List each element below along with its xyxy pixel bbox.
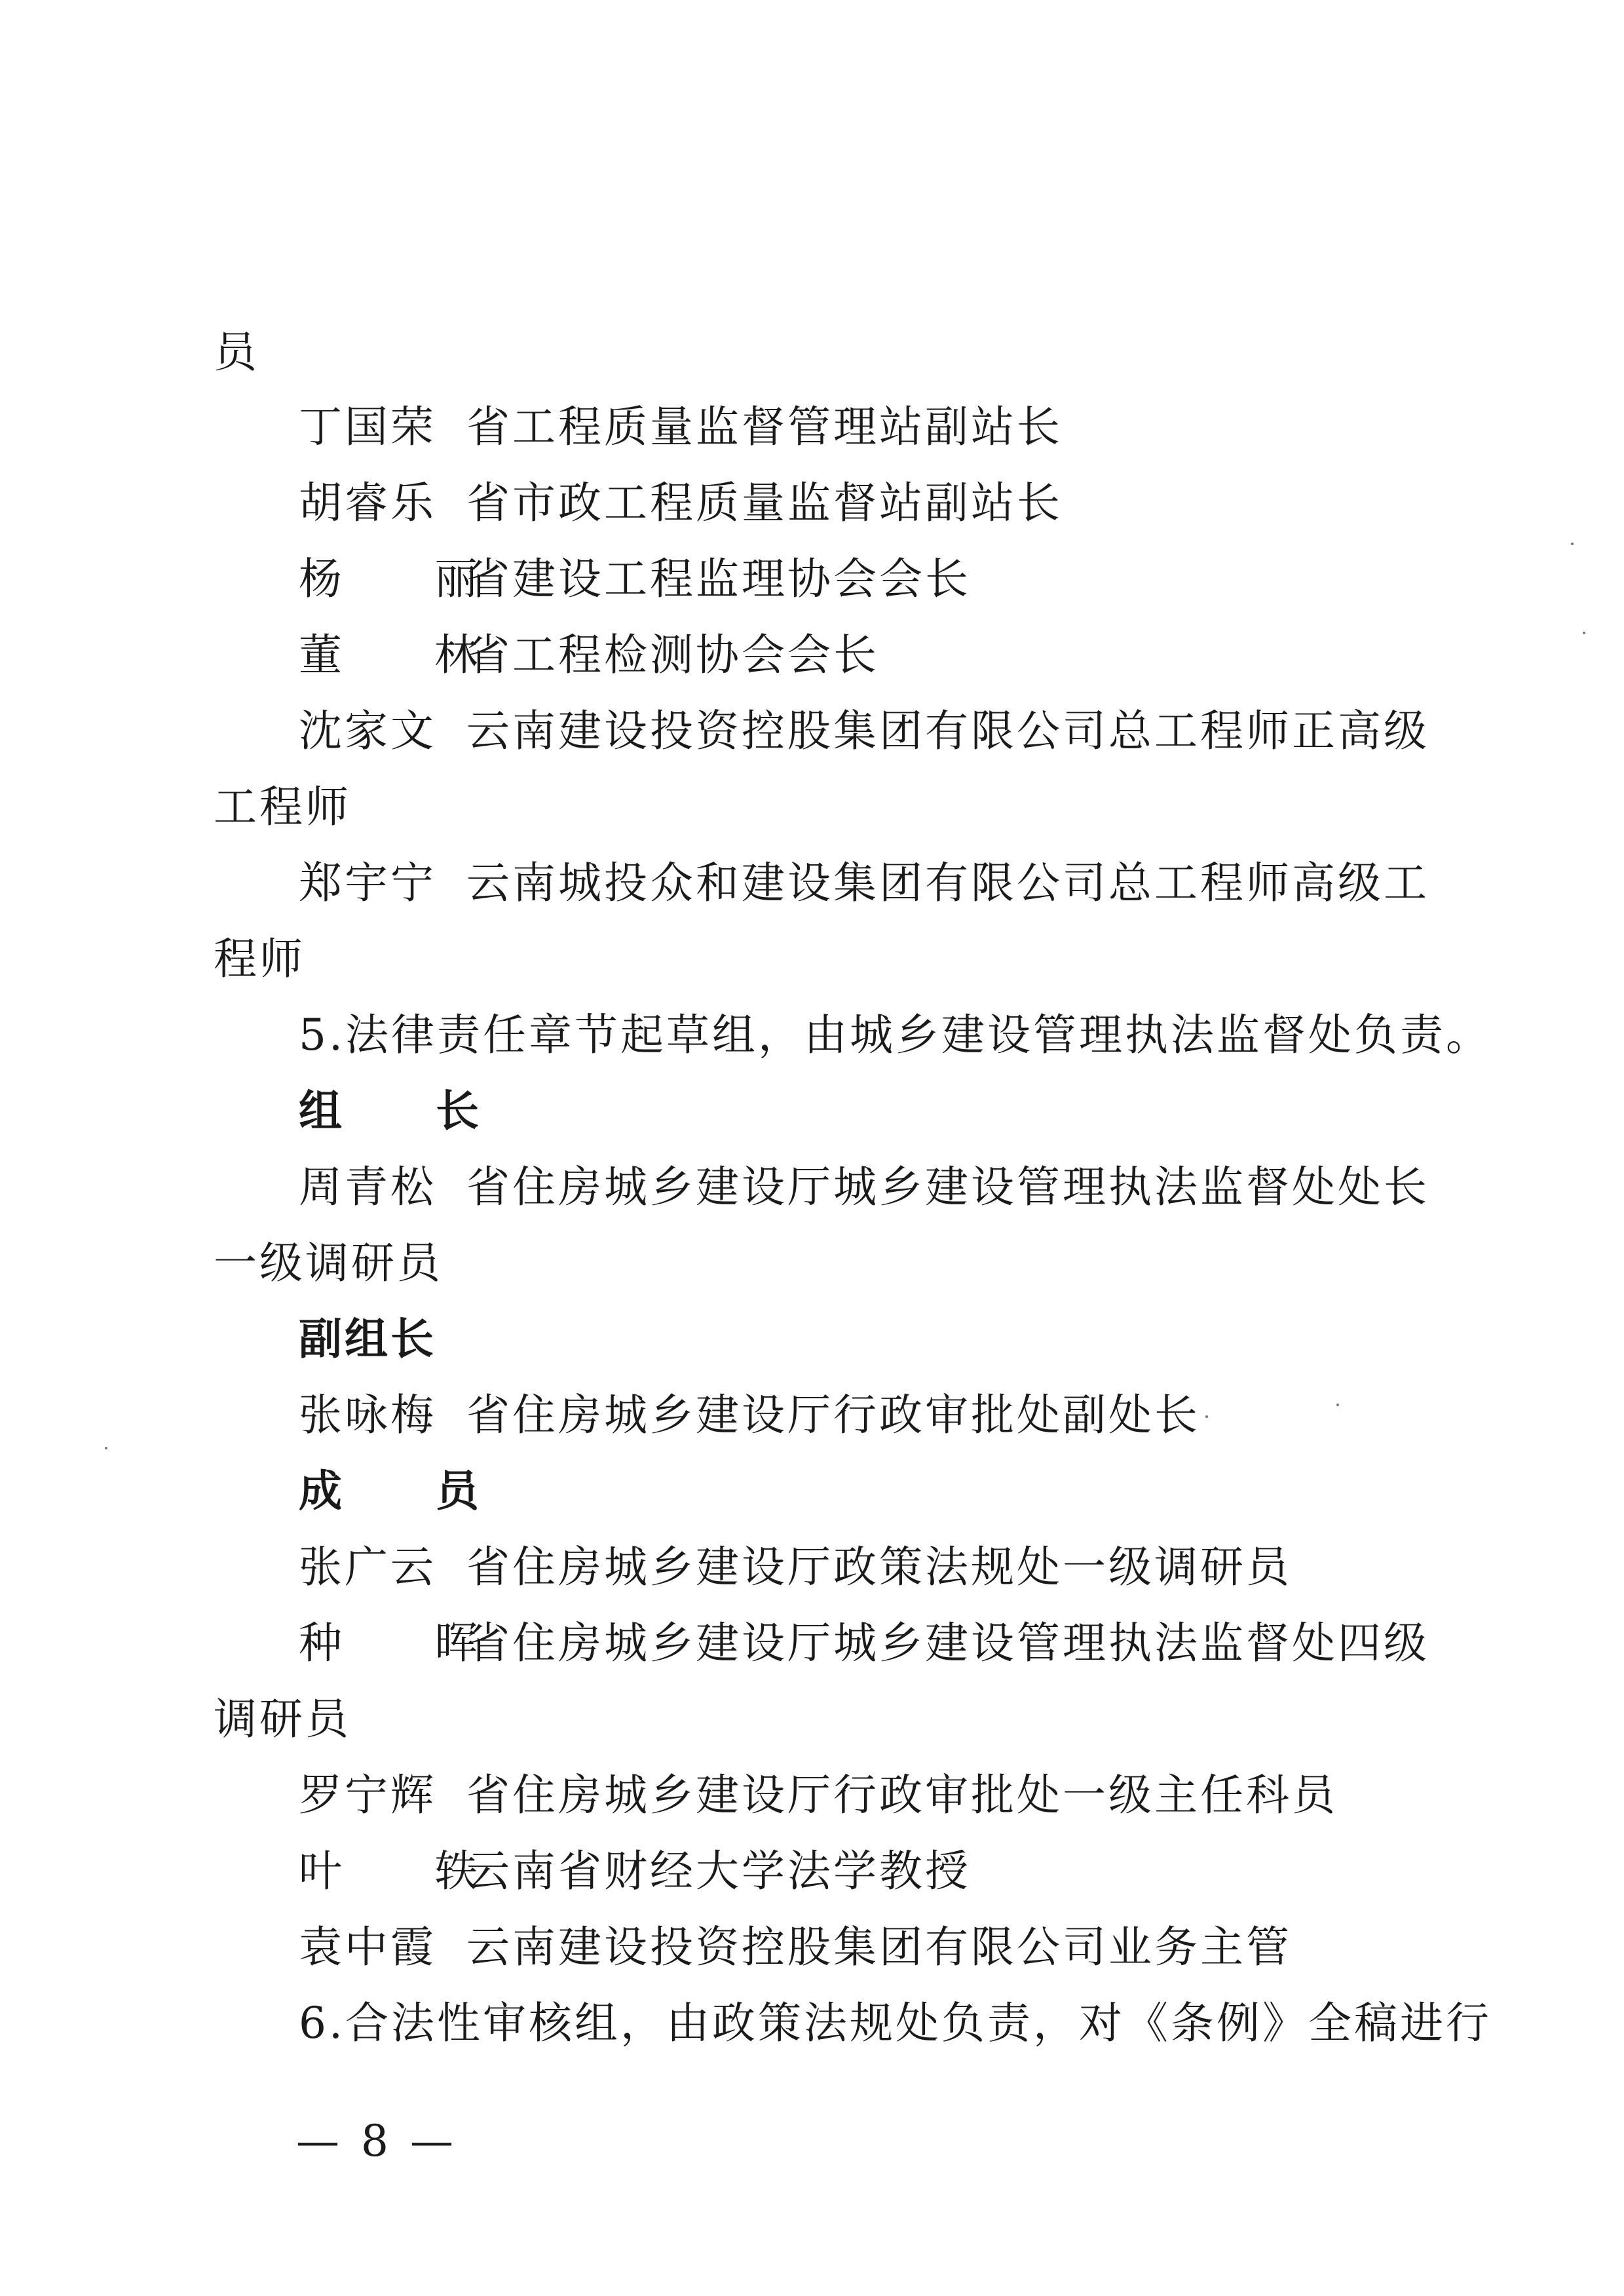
member-name: 袁中霞 [299,1922,436,1972]
member-name: 董 林 [299,630,517,680]
member-entry [299,401,1063,453]
member-name: 丁国荣 [299,402,436,452]
member-entry [299,857,1429,909]
member-name: 叶 轶 [299,1846,517,1896]
member-title: 省住房城乡建设厅行政审批处一级主任科员 [466,1770,1338,1820]
member-title: 省工程检测协会会长 [466,630,879,680]
page-number: — 8 — [296,2116,457,2166]
member-name: 周青松 [299,1162,436,1212]
member-entry [299,1769,1338,1822]
continuation-line: 员 [214,327,259,377]
continuation-line: 工程师 [214,782,351,832]
member-name: 杨 丽 [299,554,517,604]
member-title: 省住房城乡建设厅城乡建设管理执法监督处处长 [466,1162,1429,1212]
member-entry [299,629,879,681]
member-name: 罗宁辉 [299,1770,436,1820]
member-entry [299,1845,971,1898]
scan-speck [105,1447,107,1449]
member-name: 张咏梅 [299,1390,436,1440]
section-heading: 副组长 [299,1314,436,1364]
section-heading: 组 长 [299,1086,518,1136]
section-heading: 成 员 [299,1466,518,1516]
member-entry [299,1541,1292,1594]
member-entry [299,477,1063,529]
member-title: 云南城投众和建设集团有限公司总工程师高级工 [466,858,1429,908]
continuation-line: 调研员 [214,1694,351,1744]
continuation-line: 程师 [214,934,305,984]
scan-speck [1205,1415,1208,1418]
section-paragraph: 6.合法性审核组，由政策法规处负责，对《条例》全稿进行 [299,1998,1492,2048]
member-title: 省建设工程监理协会会长 [466,554,971,604]
member-title: 省住房城乡建设厅政策法规处一级调研员 [466,1542,1292,1592]
member-name: 郑宇宁 [299,858,436,908]
member-entry [299,1617,1429,1670]
section-paragraph: 5.法律责任章节起草组，由城乡建设管理执法监督处负责。 [299,1010,1492,1060]
member-name: 种 晖 [299,1618,517,1668]
member-title: 省住房城乡建设厅城乡建设管理执法监督处四级 [466,1618,1429,1668]
member-title: 省工程质量监督管理站副站长 [466,402,1063,452]
member-name: 沈家文 [299,706,436,756]
member-name: 胡睿乐 [299,478,436,528]
member-entry [299,705,1429,757]
continuation-line: 一级调研员 [214,1238,443,1288]
member-entry [299,1921,1292,1974]
member-title: 云南省财经大学法学教授 [466,1846,971,1896]
member-entry [299,1389,1200,1442]
scan-speck [1583,632,1585,634]
scan-speck [1571,543,1574,545]
member-entry [299,553,971,605]
scan-speck [1336,1404,1339,1406]
member-title: 省市政工程质量监督站副站长 [466,478,1063,528]
member-entry [299,1161,1429,1214]
member-title: 云南建设投资控股集团有限公司总工程师正高级 [466,706,1429,756]
member-title: 省住房城乡建设厅行政审批处副处长 [466,1390,1200,1440]
member-title: 云南建设投资控股集团有限公司业务主管 [466,1922,1292,1972]
member-name: 张广云 [299,1542,436,1592]
